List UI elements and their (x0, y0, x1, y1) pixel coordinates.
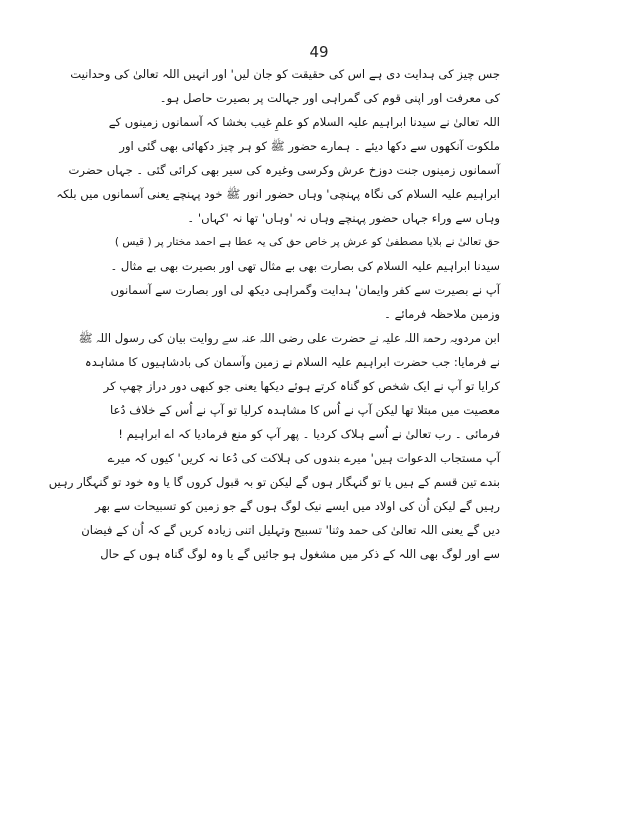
text-line: سیدنا ابراہیم علیہ السلام کی بصارت بھی بے مثال تھی اور بصیرت بھی بے مثال ۔ (110, 259, 500, 273)
text-line: آسمانوں زمینوں جنت دوزخ عرش وکرسی وغیرہ کی سیر بھی کرائی گئی ۔ جہاں حضرت (68, 163, 500, 177)
text-line: رہیں گے لیکن اُن کی اولاد میں ایسے نیک لوگ ہوں گے جو زمین کو تسبیحات سے بھر (95, 499, 500, 513)
text-line: کرایا تو آپ نے ایک شخص کو گناہ کرتے ہوئے دیکھا یعنی جو کبھی دور دراز چھپ کر (103, 379, 500, 393)
text-line: آپ نے بصیرت سے کفر وایمان' ہدایت وگمراہی دیکھ لی اور بصارت سے آسمانوں (110, 283, 500, 297)
text-line: فرمائی ۔ رب تعالیٰ نے اُسے ہلاک کردیا ۔ پھر آپ کو منع فرمادیا کہ اے ابراہیم ! (118, 427, 500, 441)
urdu-text-block (48, 62, 500, 566)
text-line: وہاں سے وراء جہاں حضور پہنچے وہاں نہ 'وہاں' تھا نہ 'کہاں' ۔ (187, 211, 500, 225)
text-line: آپ مستجاب الدعوات ہیں' میرے بندوں کی ہلاکت کی دُعا نہ کریں' کیوں کہ میرے (107, 451, 500, 465)
text-line: ابراہیم علیہ السلام کی نگاہ پہنچی' وہاں حضور انور ﷺ خود پہنچے یعنی آسمانوں میں بلکہ (56, 187, 500, 201)
verse-line: حق تعالیٰ نے بلایا مصطفیٰ کو عرش پر خاص حق کی یہ عطا ہے احمد مختار پر ( قیس ) (114, 236, 500, 248)
text-line: ملکوت آنکھوں سے دکھا دیئے ۔ ہمارے حضور ﷺ کو ہر چیز دکھائی بھی گئی اور (119, 139, 500, 153)
text-line: کی معرفت اور اپنی قوم کی گمراہی اور جہالت پر بصیرت حاصل ہو۔ (159, 91, 500, 105)
text-line: بندے تین قسم کے ہیں یا تو گنہگار ہوں گے لیکن تو بہ قبول کروں گا یا وہ خود تو گنہگار رہیں (48, 475, 500, 489)
text-line: معصیت میں مبتلا تھا لیکن آپ نے اُس کا مشاہدہ کرلیا تو آپ نے اُس کے خلاف دُعا (109, 403, 500, 417)
text-line: دیں گے یعنی اللہ تعالیٰ کی حمد وثنا' تسبیح وتہلیل اتنی زیادہ کریں گے کہ اُن کے فیضان (81, 523, 500, 537)
text-line: جس چیز کی ہدایت دی ہے اس کی حقیقت کو جان لیں' اور انہیں اللہ تعالیٰ کی وحدانیت (70, 67, 500, 81)
text-line: نے فرمایا: جب حضرت ابراہیم علیہ السلام نے زمین وآسمان کی بادشاہیوں کا مشاہدہ (84, 355, 500, 369)
text-line: وزمین ملاحظہ فرمائے ۔ (384, 307, 500, 321)
text-line: ابن مردویہ رحمۃ اللہ علیہ نے حضرت علی رضی اللہ عنہ سے روایت بیان کی رسول اللہ ﷺ (78, 331, 500, 345)
text-line: سے اور لوگ بھی اللہ کے ذکر میں مشغول ہو جائیں گے یا وہ لوگ گناہ ہوں کے حال (100, 547, 500, 561)
text-line: اللہ تعالیٰ نے سیدنا ابراہیم علیہ السلام کو علمِ غیب بخشا کہ آسمانوں زمینوں کے (108, 115, 500, 129)
page-number: 49 (309, 43, 329, 61)
